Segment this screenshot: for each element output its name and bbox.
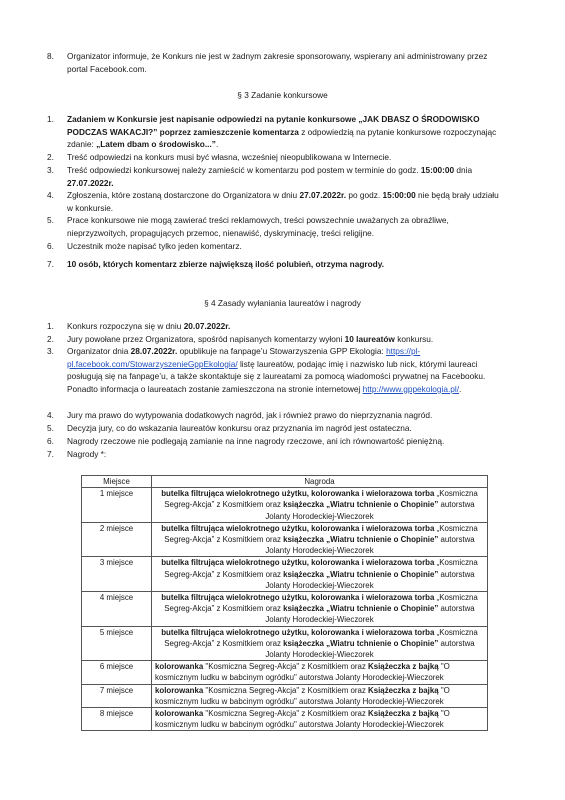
list-number: 4. (47, 190, 54, 200)
prize-text: „Kosmiczna Segreg-Akcja” z Kosmitkiem oraz (164, 593, 478, 614)
place-cell: 7 miejsce (82, 684, 152, 707)
prize-text: autorstwa Jolanty Horodeckiej-Wieczorek (265, 569, 475, 590)
prize-text: autorstwa Jolanty Horodeckiej-Wieczorek (265, 500, 475, 521)
s3-item-5 (47, 214, 507, 239)
s4-item-2 (47, 333, 507, 346)
table-row (82, 661, 488, 684)
prize-bold: butelka filtrująca wielokrotnego użytku, kolorowanka i wielorazowa torba (161, 558, 435, 568)
prize-bold: kolorowanka (155, 709, 204, 719)
prize-bold: butelka filtrująca wielokrotnego użytku, kolorowanka i wielorazowa torba (161, 523, 435, 533)
prize-bold: książeczka „Wiatru tchnienie o Chopinie” (283, 638, 439, 648)
prize-cell (152, 592, 488, 627)
bold-text: 20.07.2022r. (183, 321, 231, 331)
place-cell: 3 miejsce (82, 557, 152, 592)
list-text: Organizator dnia (67, 346, 131, 356)
list-text: z odpowiedzią na pytanie konkursowe rozpoczynając zdanie: (67, 126, 497, 150)
prizes-table (81, 475, 488, 731)
list-text: Zgłoszenia, które zostaną dostarczone do Organizatora w dniu (67, 190, 300, 200)
prize-text: "O kosmicznym ludku w babcinym ogródku" autorstwa Jolanty Horodeckiej-Wieczorek (155, 662, 450, 683)
prize-bold: kolorowanka (155, 685, 204, 695)
bold-text: 10 osób, których komentarz zbierze największą ilość polubień, otrzyma nagrody. (67, 259, 385, 269)
s3-item-6 (47, 240, 507, 253)
list-number: 7. (47, 259, 54, 269)
prize-bold: kolorowanka (155, 662, 204, 672)
s4-item-3 (47, 345, 507, 395)
prize-text: "O kosmicznym ludku w babcinym ogródku" autorstwa Jolanty Horodeckiej-Wieczorek (155, 709, 450, 730)
bold-text: 15:00:00 (420, 165, 455, 175)
prize-cell (152, 488, 488, 523)
table-row (82, 488, 488, 523)
s3-item-7 (47, 258, 507, 271)
list-text: po godz. (346, 190, 383, 200)
prize-bold: książeczka „Wiatru tchnienie o Chopinie” (283, 569, 439, 579)
list-text: Organizator informuje, że Konkurs nie jest w żadnym zakresie sponsorowany, wspierany ani administrowany przez portal Facebook.com. (67, 51, 488, 74)
table-header-row (82, 476, 488, 488)
prize-text: "O kosmicznym ludku w babcinym ogródku" autorstwa Jolanty Horodeckiej-Wieczorek (155, 685, 450, 706)
s4-item-6 (47, 435, 507, 448)
list-number: 1. (47, 321, 54, 331)
prize-text: "Kosmiczna Segreg-Akcja" z Kosmitkiem oraz (203, 685, 369, 695)
column-header-prize: Nagroda (152, 476, 488, 488)
list-number: 3. (47, 346, 54, 356)
prize-cell (152, 684, 488, 707)
list-number: 7. (47, 449, 54, 459)
prize-cell (152, 522, 488, 557)
prize-cell (152, 708, 488, 731)
bold-text: 28.07.2022r. (130, 346, 178, 356)
list-number: 8. (47, 51, 54, 61)
s3-item-3 (47, 164, 507, 189)
prize-text: „Kosmiczna Segreg-Akcja” z Kosmitkiem oraz (164, 627, 478, 648)
prize-bold: butelka filtrująca wielokrotnego użytku, kolorowanka i wielorazowa torba (161, 489, 435, 499)
s4-item-5 (47, 422, 507, 435)
place-cell: 6 miejsce (82, 661, 152, 684)
list-text: Jury powołane przez Organizatora, spośród napisanych komentarzy wyłoni (67, 334, 345, 344)
list-number: 2. (47, 152, 54, 162)
prize-bold: butelka filtrująca wielokrotnego użytku, kolorowanka i wielorazowa torba (161, 593, 435, 603)
bold-text: 27.07.2022r. (299, 190, 347, 200)
list-text: . (215, 139, 219, 150)
prize-text: "Kosmiczna Segreg-Akcja" z Kosmitkiem oraz (203, 662, 369, 672)
list-number: 4. (47, 410, 54, 420)
place-cell: 2 miejsce (82, 522, 152, 557)
list-text: . (459, 383, 462, 394)
list-item-8 (47, 50, 507, 75)
s4-item-1 (47, 320, 507, 333)
table-row (82, 522, 488, 557)
place-cell: 8 miejsce (82, 708, 152, 731)
s3-item-1 (47, 113, 507, 151)
list-text: opublikuje na fanpage’u Stowarzyszenia GPP Ekologia: (177, 346, 387, 356)
table-row (82, 684, 488, 707)
list-number: 1. (47, 114, 54, 124)
s3-item-4 (47, 189, 507, 214)
list-number: 5. (47, 423, 54, 433)
list-number: 6. (47, 436, 54, 446)
list-text: Nagrody *: (67, 449, 107, 459)
table-row (82, 708, 488, 731)
prize-text: „Kosmiczna Segreg-Akcja” z Kosmitkiem oraz (164, 558, 478, 579)
list-number: 2. (47, 334, 54, 344)
table-row (82, 557, 488, 592)
s4-item-4 (47, 409, 507, 422)
list-text: Nagrody rzeczowe nie podlegają zamianie na inne nagrody rzeczowe, ani ich równowartość pieniężną. (67, 436, 445, 446)
prize-bold: książeczka „Wiatru tchnienie o Chopinie” (283, 604, 439, 614)
prize-bold: butelka filtrująca wielokrotnego użytku, kolorowanka i wielorazowa torba (161, 627, 435, 637)
place-cell: 5 miejsce (82, 626, 152, 661)
prize-text: autorstwa Jolanty Horodeckiej-Wieczorek (265, 604, 475, 625)
bold-text: 10 laureatów (344, 334, 395, 344)
prize-cell (152, 661, 488, 684)
bold-text: „Latem dbam o środowisko...” (96, 139, 216, 150)
prize-bold: Książeczka z bajką (368, 662, 439, 672)
list-number: 5. (47, 215, 54, 225)
prize-text: "Kosmiczna Segreg-Akcja" z Kosmitkiem oraz (203, 709, 369, 719)
bold-text: Zadaniem w Konkursie jest napisanie odpowiedzi na pytanie konkursowe „JAK DBASZ O ŚRODOWISKO PODCZAS WAKACJI?” poprzez zamieszczenie komentarza (67, 114, 480, 137)
list-text: konkursu. (394, 334, 434, 344)
list-text: Prace konkursowe nie mogą zawierać treści reklamowych, treści powszechnie uważanych za obraźliwe, nieprzyzwoitych, propagujących przemoc, nienawiść, dyskryminację, treści religijne. (67, 215, 449, 238)
website-link[interactable]: http://www.gppekologia.pl/ (362, 383, 460, 394)
bold-text: 15:00:00 (382, 190, 416, 200)
list-text: Uczestnik może napisać tylko jeden komentarz. (67, 241, 242, 251)
prize-cell (152, 626, 488, 661)
place-cell: 4 miejsce (82, 592, 152, 627)
list-text: Konkurs rozpoczyna się w dniu (67, 321, 184, 331)
list-text: Treść odpowiedzi konkursowej należy zamieścić w komentarzu pod postem w terminie do godz. (67, 165, 421, 175)
s3-item-2 (47, 151, 507, 164)
list-text: nie będą brały udziału w konkursie. (67, 190, 499, 213)
s4-item-7 (47, 448, 507, 461)
list-number: 6. (47, 241, 54, 251)
prize-text: autorstwa Jolanty Horodeckiej-Wieczorek (265, 535, 475, 556)
facebook-link[interactable]: https://pl-pl.facebook.com/StowarzyszenieGppEkologia/ (67, 346, 421, 369)
bold-text: 27.07.2022r. (67, 177, 114, 188)
column-header-place: Miejsce (82, 476, 152, 488)
section-3-heading: § 3 Zadanie konkursowe (237, 90, 328, 100)
prize-cell (152, 557, 488, 592)
prize-bold: książeczka „Wiatru tchnienie o Chopinie” (283, 500, 439, 510)
prize-text: „Kosmiczna Segreg-Akcja” z Kosmitkiem oraz (164, 523, 478, 545)
list-text: listę laureatów, podając imię i nazwisko lub nick, którymi laureaci posługują się na fanpage’u, a także skontaktuje się z laureatami za pomocą wiadomości prywatnej na Facebooku. Ponadto informacja o laureatach zostanie zamieszczona na stronie internetowej (67, 358, 486, 394)
prize-bold: książeczka „Wiatru tchnienie o Chopinie” (283, 535, 439, 545)
section-4-heading: § 4 Zasady wyłaniania laureatów i nagrody (204, 298, 361, 308)
list-text: Jury ma prawo do wytypowania dodatkowych nagród, jak i również prawo do nieprzyznania nagród. (67, 410, 433, 420)
prize-text: autorstwa Jolanty Horodeckiej-Wieczorek (265, 638, 475, 660)
table-row (82, 592, 488, 627)
list-text: Decyzja jury, co do wskazania laureatów konkursu oraz przyznania im nagród jest ostateczna. (67, 423, 412, 433)
list-text: dnia (454, 165, 473, 175)
list-text: Treść odpowiedzi na konkurs musi być własna, wcześniej nieopublikowana w Internecie. (67, 152, 392, 162)
prize-bold: Książeczka z bajką (368, 709, 439, 719)
table-row (82, 626, 488, 661)
prize-bold: Książeczka z bajką (368, 685, 439, 695)
list-number: 3. (47, 165, 54, 175)
prize-text: „Kosmiczna Segreg-Akcja” z Kosmitkiem oraz (164, 489, 478, 510)
place-cell: 1 miejsce (82, 488, 152, 523)
